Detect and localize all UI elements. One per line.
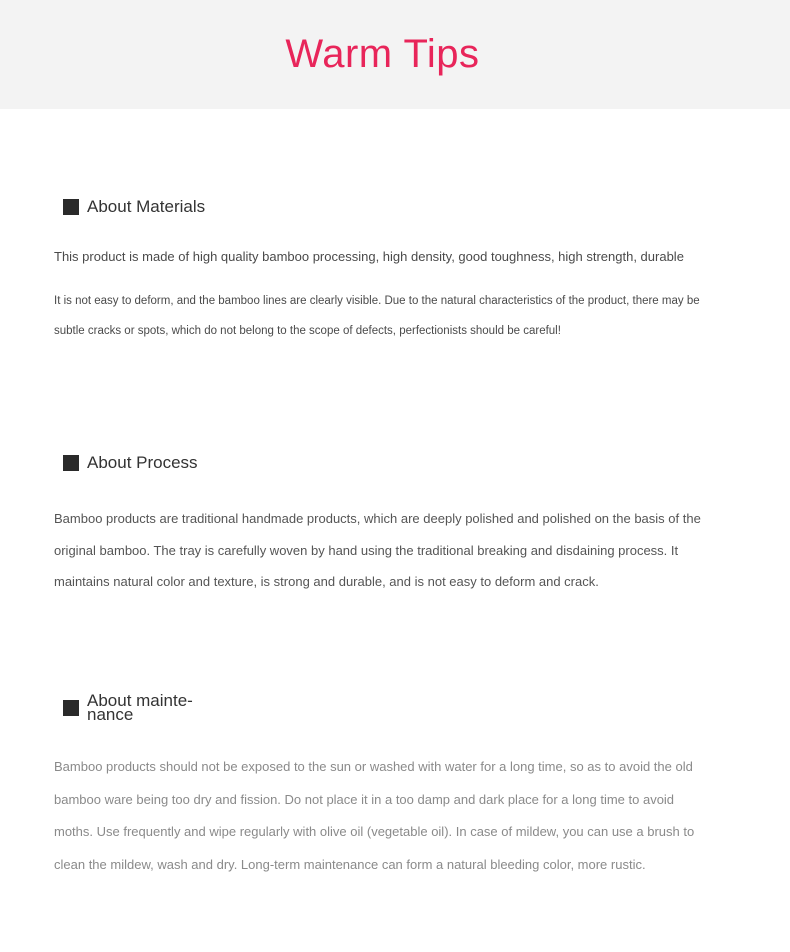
- materials-paragraph-1: This product is made of high quality bamboo processing, high density, good toughness, high strength, durable: [54, 249, 684, 264]
- section-heading-maintenance: [63, 691, 207, 724]
- square-bullet-icon: [63, 455, 79, 471]
- square-bullet-icon: [63, 700, 79, 716]
- section-heading-process: [63, 453, 198, 473]
- section-heading-text: About Process: [87, 453, 198, 472]
- maintenance-paragraph: Bamboo products should not be exposed to the sun or washed with water for a long time, so as to avoid the old bamboo ware being too dry and fission. Do not place it in a too damp and dark place for a long time to avoid moths. Use frequently and wipe regularly with olive oil (vegetable oil). In case of mildew, you can use a brush to clean the mildew, wash and dry. Long-term maintenance can form a natural bleeding color, more rustic.: [54, 759, 695, 872]
- section-heading-materials: [63, 197, 205, 217]
- header-banner: [0, 0, 790, 109]
- process-paragraph: Bamboo products are traditional handmade products, which are deeply polished and polished on the basis of the original bamboo. The tray is carefully woven by hand using the traditional breaking and disdaining process. It maintains natural color and texture, is strong and durable, and is not easy to deform and crack.: [54, 511, 701, 589]
- page-title: Warm Tips: [285, 32, 480, 76]
- square-bullet-icon: [63, 199, 79, 215]
- materials-paragraph-2: It is not easy to deform, and the bamboo lines are clearly visible. Due to the natural characteristics of the product, there may be subtle cracks or spots, which do not belong to the scope of defects, perfectionists should be careful!: [54, 295, 700, 337]
- section-heading-text: About Materials: [87, 197, 206, 216]
- section-heading-text: About mainte- nance: [87, 691, 193, 724]
